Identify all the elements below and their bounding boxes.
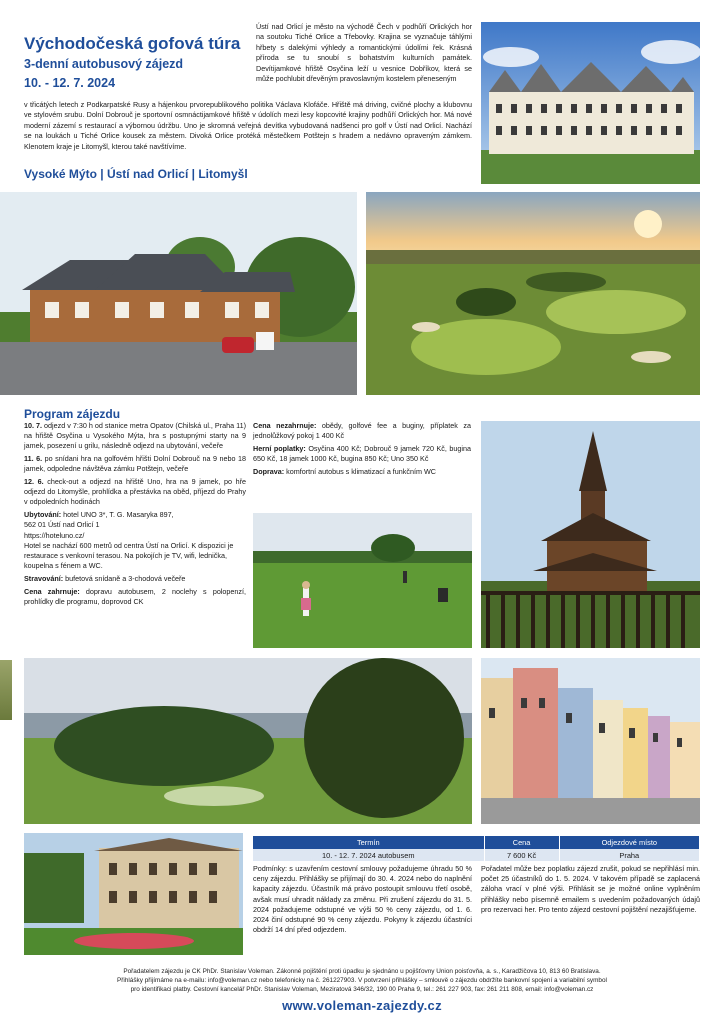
website-link[interactable]: www.voleman-zajezdy.cz xyxy=(282,998,442,1013)
page-subtitle: 3-denní autobusový zájezd xyxy=(24,57,184,71)
intro-paragraph-continued: v třicátých letech z Podkarpatské Rusy a hájenkou prvorepublikového politika Václava Klofáče. Hřiště má driving, cvičné plochy a klubovnu ve stylovém srubu. Dolní Dobrouč je sportovní osmnáctijamkové hřiště v údolích mezi lesy kopcovité krajiny podhůří Orlických hor. Má nové moderní zázemí s restaurací a výbornou údržbu. Uno je skromná veřejná devítka vybudovaná nadšenci pro golf v Ústí nad Orlicí. Nachází se na loukách u Tiché Orlice kousek za městem. Divoká Orlice protéká městečkem Potštejn s hradem a nedávno opraveným zámkem. Klenotem kraje je Litomyšl, kterou také navštívíme. xyxy=(24,100,472,151)
program-column xyxy=(24,421,246,609)
header-term: Termín xyxy=(253,836,484,849)
wooden-church-photo xyxy=(481,421,700,648)
green-fees: Herní poplatky: Osyčina 400 Kč; Dobrouč 9 jamek 720 Kč, bugina 650 Kč, 18 jamek 1000 Kč, bugina 850 Kč; Uno 350 Kč xyxy=(253,443,471,464)
cell-departure: Praha xyxy=(559,849,699,861)
town-square-photo xyxy=(481,658,700,824)
price-excludes: Cena nezahrnuje: obědy, golfové fee a buginy, příplatek za jednolůžkový pokoj 1 400 Kč xyxy=(253,421,471,441)
castle-landscape-photo xyxy=(24,658,472,824)
footer-line-1: Pořadatelem zájezdu je CK PhDr. Stanislav Voleman. Zákonné pojištění proti úpadku je sjednáno u pojišťovny Union poisťovňa, a. s., Karadžičova 10, 813 60 Bratislava. xyxy=(123,968,601,975)
golf-sunset-photo xyxy=(366,192,700,395)
decorative-edge xyxy=(0,660,12,720)
price-table-header xyxy=(253,836,700,849)
accommodation: Ubytování: hotel UNO 3*, T. G. Masaryka 897, 562 01 Ústí nad Orlicí 1 https://hoteluno.cz/ Hotel se nachází 600 metrů od centra Ústí na Orlicí. K dispozici je restaurace s venkovní terasou. Na pokojích je TV, wifi, lednička, koupelna s fénem a WC. xyxy=(24,510,234,571)
cell-price: 7 600 Kč xyxy=(484,849,559,861)
intro-paragraph: Ústí nad Orlicí je město na východě Čech v podhůří Orlických hor na soutoku Tiché Orlice a Třebovky. Krajina se vyznačuje táhlými hřbety s dalekými výhledy a romantickými údolími řek. Krásná příroda se tu snoubí s bohatstvím kulturních památek. Devítijamkové hřiště Osyčina leží u vesnice Dobříkov, která se může pochlubit dřevěným pravoslavným kostelem přeneseným xyxy=(256,22,472,84)
program-day-2: 11. 6. po snídani hra na golfovém hřišti Dolní Dobrouč na 9 nebo 18 jamek, odpoledne návštěva zámku Potštejn, večeře xyxy=(24,454,247,474)
footer-line-2: Přihlášky přijímáme na e-mailu: info@voleman.cz nebo telefonicky na č. 261227903. V potvrzení přihlášky – smlouvě o zájezdu obdržíte bankovní spojení a variabilní symbol xyxy=(117,977,607,984)
table-row xyxy=(253,849,700,861)
conditions-right: Pořadatel může bez poplatku zájezd zrušit, pokud se nepřihlásí min. počet 25 účastníků do 1. 5. 2024. V takovém případě se zaplacená záloha vrací v plné výši. Přihlásit se je možné online vyplněním přihlášky nebo písemně emailem s uvedením požadovaných údajů pro rezervaci her. Pro tento zájezd cestovní pojištění nezajišťujeme. xyxy=(481,864,700,914)
price-includes: Cena zahrnuje: dopravu autobusem, 2 noclehy s polopenzí, prohlídky dle programu, doprovod CK xyxy=(24,586,246,606)
conditions-left: Podmínky: s uzavřením cestovní smlouvy požadujeme úhradu 50 % ceny zájezdu. Přihlášky se přijímají do 30. 4. 2024 nebo do naplnění kapacity zájezdu. Účastník má právo postoupit smlouvu třetí osobě, avšak musí uhradit náklady za změnu. Při zrušení zájezdu do 31. 5. 2024 požadujeme odstupné ve výši 50 % ceny zájezdu, od 1. 6. 2024 činí odstupné 90 % ceny zájezdu. Pokyny k zájezdu účastníci obdrží 14 dní před odjezdem. xyxy=(253,864,472,935)
clubhouse-photo xyxy=(0,192,357,395)
meals: Stravování: bufetová snídaně a 3-chodová večeře xyxy=(24,573,186,583)
hotel-link[interactable]: https://hoteluno.cz/ xyxy=(24,530,85,540)
header-price: Cena xyxy=(484,836,559,849)
program-heading: Program zájezdu xyxy=(24,407,121,421)
program-day-3: 12. 6. check-out a odjezd na hřiště Uno, hra na 9 jamek, po hře odjezd do Litomyšle, prohlídka a přestávka na oběd, příjezd do Prahy v odpoledních hodinách xyxy=(24,477,246,507)
trip-dates: 10. - 12. 7. 2024 xyxy=(24,76,116,90)
transport: Doprava: komfortní autobus s klimatizací a funkčním WC xyxy=(253,466,436,476)
cell-term: 10. - 12. 7. 2024 autobusem xyxy=(253,849,484,861)
places-line: Vysoké Mýto | Ústí nad Orlicí | Litomyšl xyxy=(24,167,248,181)
header-departure: Odjezdové místo xyxy=(559,836,699,849)
castle-photo xyxy=(481,22,700,184)
footer-line-3: pro identifikaci platby. Cestovní kancelář PhDr. Stanislav Voleman, Meziratová 346/32, 190 00 Praha 9, tel.: 261 227 903, fax: 261 211 808, email: info@voleman.cz xyxy=(130,986,594,993)
program-day-1: 10. 7. odjezd v 7:30 h od stanice metra Opatov (Chilská ul., Praha 11) na hřiště Osyčina u Vysokého Mýta, hra s postupnými starty na 9 jamek, posezení u grilu, následně odjezd na ubytování, večeře xyxy=(24,421,246,451)
page-title: Východočeská gofová túra xyxy=(24,34,241,53)
price-details-column xyxy=(253,421,471,480)
header-block xyxy=(24,34,254,91)
spa-building-photo xyxy=(24,833,243,955)
price-table xyxy=(253,836,700,861)
footer xyxy=(24,967,700,994)
golfer-photo xyxy=(253,513,472,648)
